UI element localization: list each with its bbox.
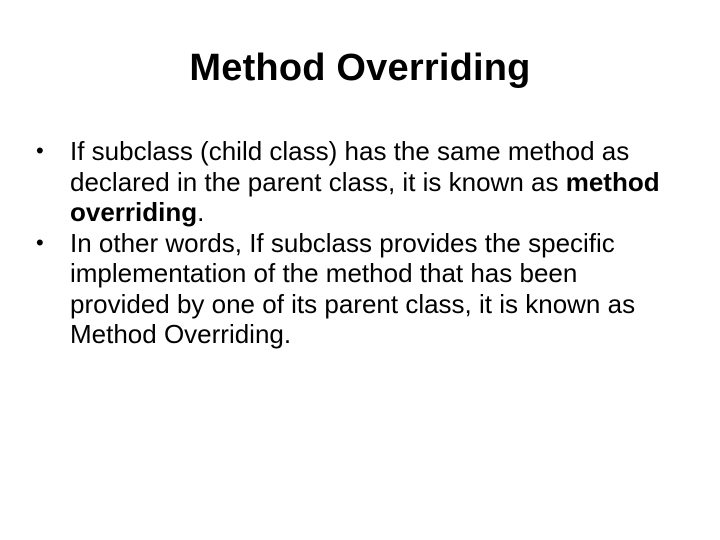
bullet-text-part: If subclass (child class) has the same method as declared in the parent class, it is known as	[70, 136, 630, 197]
bullet-item	[36, 228, 676, 350]
bullet-bold-term: method overriding	[70, 166, 660, 227]
bullet-text-punctuation: .	[197, 197, 205, 227]
bullet-icon: •	[36, 229, 44, 255]
slide-title: Method Overriding	[189, 47, 531, 89]
bullet-list	[36, 136, 676, 350]
bullet-icon: •	[36, 138, 44, 163]
bullet-item	[36, 136, 676, 228]
bullet-text: In other words, If subclass provides the specific implementation of the method that has been provided by one of its parent class, it is known as Method Overriding.	[70, 227, 636, 349]
